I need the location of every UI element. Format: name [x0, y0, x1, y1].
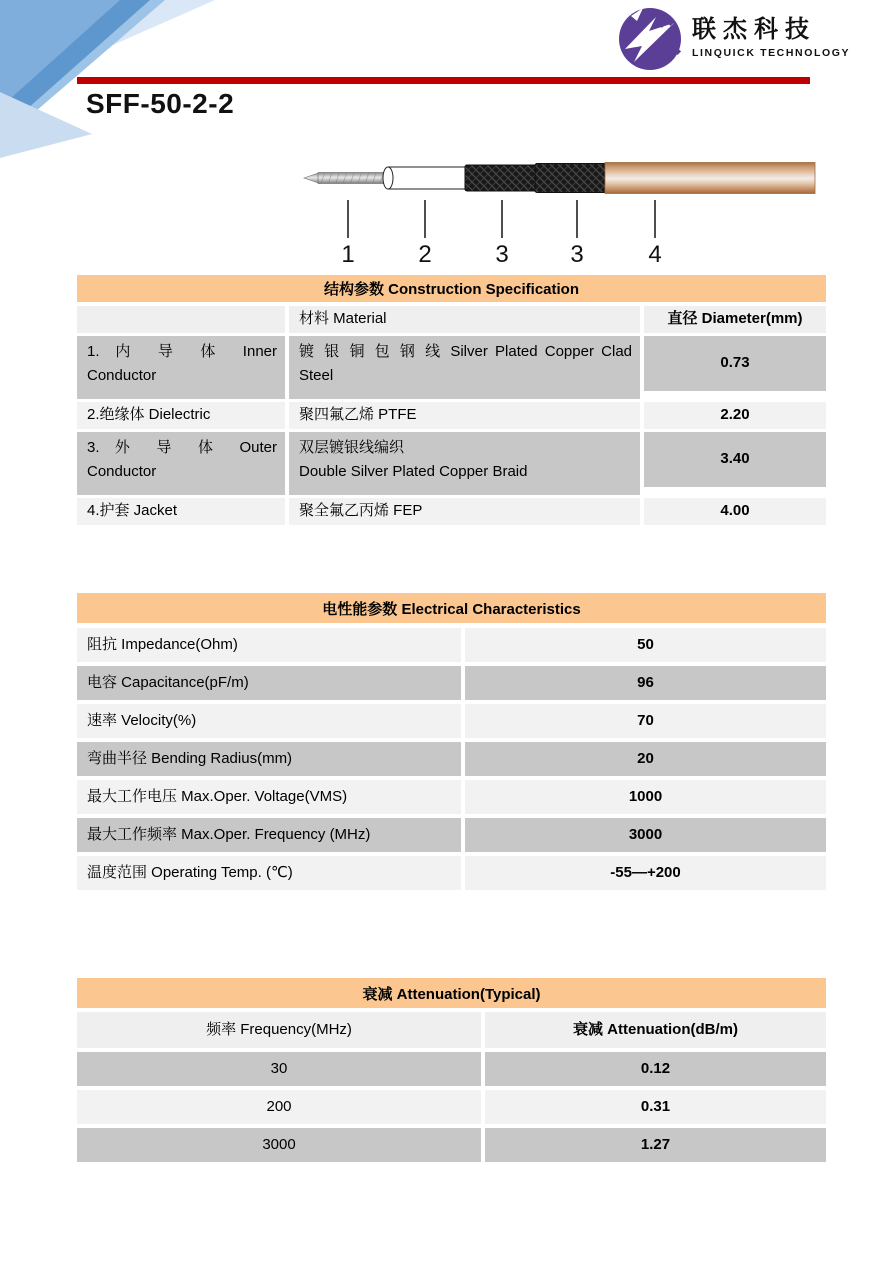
- attenuation-row-frequency: 30: [77, 1052, 481, 1086]
- construction-row-material: 双层镀银线编织 Double Silver Plated Copper Braid: [289, 432, 640, 495]
- construction-header-empty: [77, 306, 285, 333]
- construction-table: [77, 275, 826, 525]
- construction-row-material: 镀 银 铜 包 钢 线 Silver Plated Copper Clad Steel: [289, 336, 640, 399]
- construction-row-part: 1. 内 导 体 Inner Conductor: [77, 336, 285, 399]
- electrical-row-label: 温度范围 Operating Temp. (℃): [77, 856, 461, 890]
- logo-text: [692, 17, 850, 59]
- electrical-row-label: 最大工作频率 Max.Oper. Frequency (MHz): [77, 818, 461, 852]
- electrical-row-value: 96: [465, 666, 826, 700]
- attenuation-header-frequency: 频率 Frequency(MHz): [77, 1012, 481, 1048]
- construction-row-diameter: 3.40: [644, 432, 826, 487]
- electrical-table-title: 电性能参数 Electrical Characteristics: [77, 593, 826, 623]
- figure-label-1: 1: [341, 241, 355, 268]
- attenuation-row-value: 1.27: [485, 1128, 826, 1162]
- construction-row-diameter: 4.00: [644, 498, 826, 525]
- construction-row-part: 3. 外 导 体 Outer Conductor: [77, 432, 285, 495]
- attenuation-header-attenuation: 衰减 Attenuation(dB/m): [485, 1012, 826, 1048]
- electrical-row-value: 20: [465, 742, 826, 776]
- company-name-en: LINQUICK TECHNOLOGY: [692, 47, 851, 59]
- red-divider: [77, 77, 810, 84]
- construction-row-material: 聚全氟乙丙烯 FEP: [289, 498, 640, 525]
- electrical-row-value: -55—+200: [465, 856, 826, 890]
- electrical-row-value: 70: [465, 704, 826, 738]
- attenuation-row-value: 0.12: [485, 1052, 826, 1086]
- construction-row-diameter: 0.73: [644, 336, 826, 391]
- figure-inner-conductor: [304, 173, 392, 184]
- construction-row-part: 4.护套 Jacket: [77, 498, 285, 525]
- construction-header-diameter: 直径 Diameter(mm): [644, 306, 826, 333]
- figure-jacket: [605, 163, 815, 194]
- page-title: SFF-50-2-2: [86, 88, 235, 119]
- construction-table-title: 结构参数 Construction Specification: [77, 275, 826, 302]
- figure-leader-lines: [348, 200, 655, 238]
- figure-label-3b: 3: [570, 241, 584, 268]
- cable-diagram: [280, 150, 825, 272]
- electrical-row-value: 50: [465, 628, 826, 662]
- electrical-row-label: 阻抗 Impedance(Ohm): [77, 628, 461, 662]
- company-logo: [616, 4, 850, 72]
- attenuation-table: [77, 978, 826, 1162]
- attenuation-table-title: 衰减 Attenuation(Typical): [77, 978, 826, 1008]
- construction-row-diameter: 2.20: [644, 402, 826, 429]
- construction-header-material: 材料 Material: [289, 306, 640, 333]
- electrical-table: [77, 593, 826, 890]
- figure-dielectric: [383, 167, 468, 189]
- construction-row-part: 2.绝缘体 Dielectric: [77, 402, 285, 429]
- construction-row-material: 聚四氟乙烯 PTFE: [289, 402, 640, 429]
- electrical-row-value: 3000: [465, 818, 826, 852]
- figure-label-2: 2: [418, 241, 432, 268]
- figure-outer-conductor: [465, 164, 607, 193]
- attenuation-row-frequency: 3000: [77, 1128, 481, 1162]
- figure-label-3a: 3: [495, 241, 509, 268]
- electrical-row-label: 最大工作电压 Max.Oper. Voltage(VMS): [77, 780, 461, 814]
- electrical-row-label: 电容 Capacitance(pF/m): [77, 666, 461, 700]
- electrical-row-label: 弯曲半径 Bending Radius(mm): [77, 742, 461, 776]
- electrical-row-value: 1000: [465, 780, 826, 814]
- attenuation-row-frequency: 200: [77, 1090, 481, 1124]
- logo-icon: [616, 4, 684, 72]
- attenuation-row-value: 0.31: [485, 1090, 826, 1124]
- company-name-cn: 联杰科技: [692, 16, 816, 43]
- electrical-row-label: 速率 Velocity(%): [77, 704, 461, 738]
- figure-label-4: 4: [648, 241, 662, 268]
